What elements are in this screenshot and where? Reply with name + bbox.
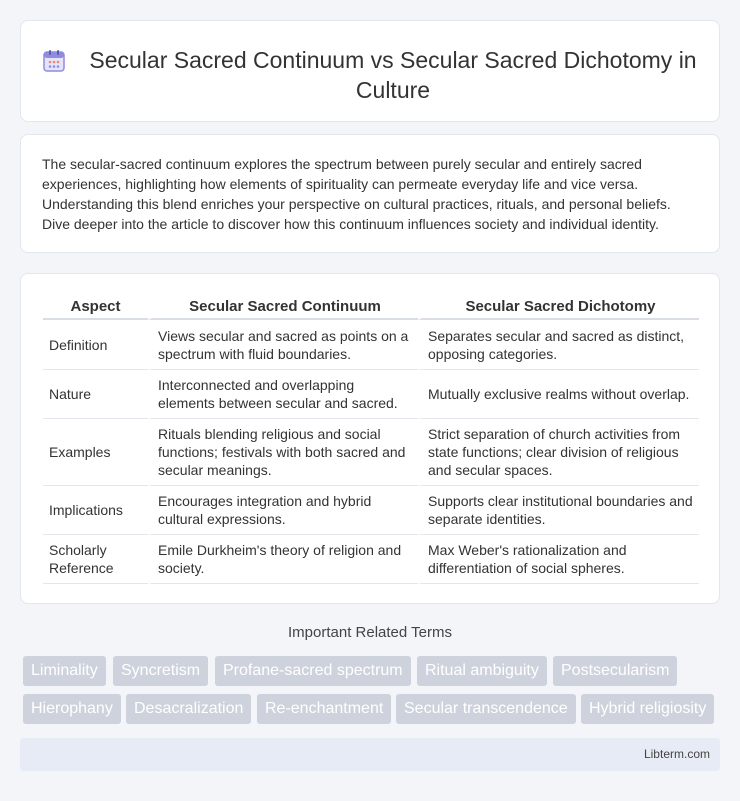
table-row (43, 320, 699, 370)
row-dichotomy: Strict separation of church activities from state functions; clear division of religious and secular spaces. (418, 419, 699, 486)
row-aspect: Implications (43, 486, 148, 535)
header-dichotomy: Secular Sacred Dichotomy (418, 296, 699, 320)
tag-profane-sacred-spectrum[interactable]: Profane-sacred spectrum (215, 656, 411, 686)
footer (20, 738, 720, 771)
intro-paragraph: The secular-sacred continuum explores the spectrum between purely secular and entirely sacred experiences, highlighting how elements of spirituality can permeate everyday life and vice versa. Understanding this blend enriches your perspective on cultural practices, rituals, and personal beliefs. Dive deeper into the article to discover how this continuum influences society and individual identity. (42, 156, 671, 232)
intro-card (20, 134, 720, 253)
calendar-icon (41, 48, 67, 74)
tag-hybrid-religiosity[interactable]: Hybrid religiosity (581, 694, 714, 724)
row-dichotomy: Max Weber's rationalization and differentiation of social spheres. (418, 535, 699, 584)
title-card (20, 20, 720, 122)
row-aspect: Definition (43, 320, 148, 370)
page-title: Secular Sacred Continuum vs Secular Sacred Dichotomy in Culture (89, 47, 697, 103)
row-continuum: Views secular and sacred as points on a spectrum with fluid boundaries. (148, 320, 418, 370)
comparison-table-card (20, 273, 720, 604)
row-continuum: Rituals blending religious and social functions; festivals with both sacred and secular meanings. (148, 419, 418, 486)
table-row (43, 486, 699, 535)
tag-liminality[interactable]: Liminality (23, 656, 106, 686)
header-aspect: Aspect (43, 296, 148, 320)
row-continuum: Interconnected and overlapping elements between secular and sacred. (148, 370, 418, 419)
row-dichotomy: Separates secular and sacred as distinct, opposing categories. (418, 320, 699, 370)
tag-secular-transcendence[interactable]: Secular transcendence (396, 694, 576, 724)
row-aspect: Nature (43, 370, 148, 419)
footer-site-link[interactable]: Libterm.com (643, 747, 710, 761)
tag-re-enchantment[interactable]: Re-enchantment (257, 694, 391, 724)
tag-hierophany[interactable]: Hierophany (23, 694, 121, 724)
table-row (43, 535, 699, 584)
table-row (43, 419, 699, 486)
row-continuum: Emile Durkheim's theory of religion and society. (148, 535, 418, 584)
row-aspect: Scholarly Reference (43, 535, 148, 584)
tag-syncretism[interactable]: Syncretism (113, 656, 208, 686)
related-terms-title: Important Related Terms (288, 624, 452, 641)
comparison-table (43, 296, 699, 584)
row-continuum: Encourages integration and hybrid cultural expressions. (148, 486, 418, 535)
header-continuum: Secular Sacred Continuum (148, 296, 418, 320)
row-aspect: Examples (43, 419, 148, 486)
tag-postsecularism[interactable]: Postsecularism (553, 656, 677, 686)
tag-ritual-ambiguity[interactable]: Ritual ambiguity (417, 656, 547, 686)
row-dichotomy: Mutually exclusive realms without overlap. (418, 370, 699, 419)
row-dichotomy: Supports clear institutional boundaries and separate identities. (418, 486, 699, 535)
table-header-row (43, 296, 699, 320)
table-row (43, 370, 699, 419)
tag-desacralization[interactable]: Desacralization (126, 694, 251, 724)
